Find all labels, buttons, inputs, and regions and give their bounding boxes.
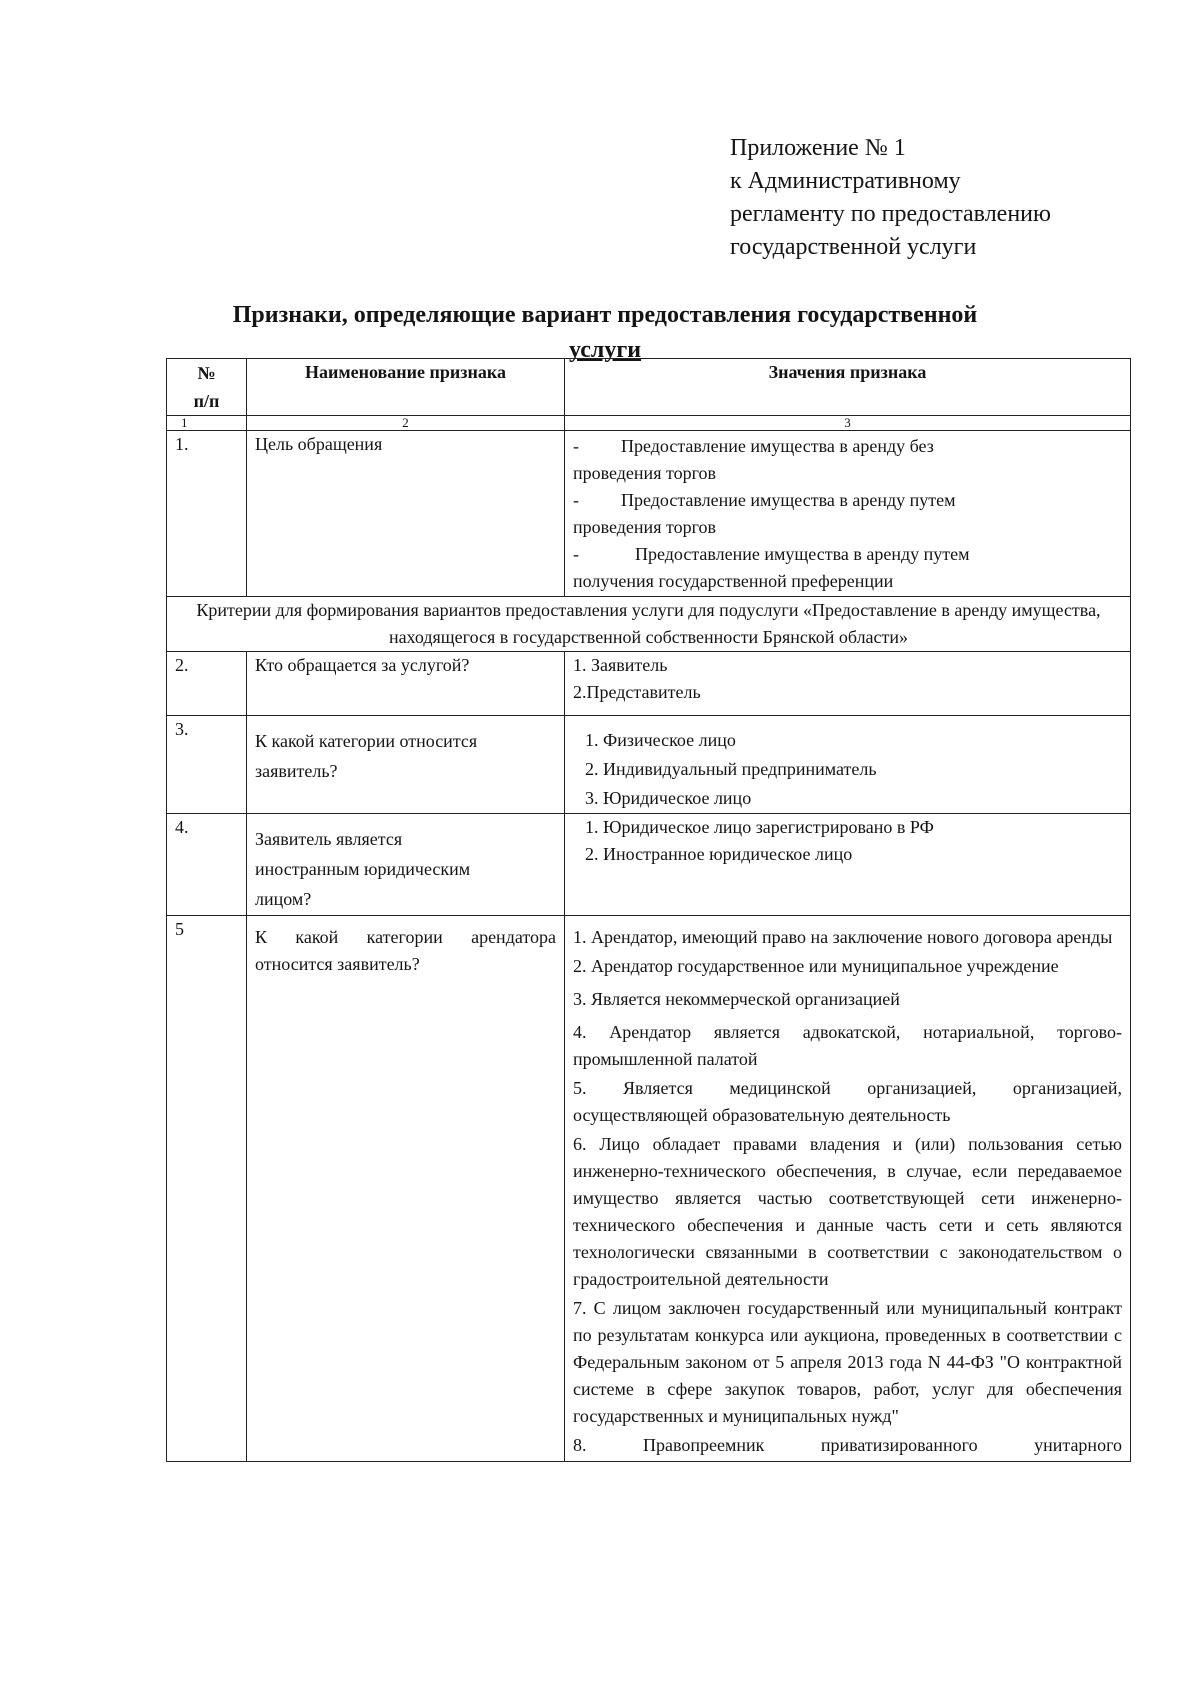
header-number-abbr: п/п — [193, 391, 220, 411]
appendix-line-2: к Административному — [730, 168, 961, 194]
value-3-line-1: Предоставление имущества в аренду путем — [635, 544, 970, 564]
list-item: 8. Правопреемник приватизированного унитарного — [573, 1435, 1122, 1455]
list-item: 7. С лицом заключен государственный или муниципальный контракт по результатам конкурса или аукциона, проведенных в соответствии с Федеральным законом от 5 апреля 2013 года N 44-ФЗ "О контрактной системе в сфере закупок товаров, работ, услуг для обеспечения государственных и муниципальных нужд" — [573, 1298, 1122, 1426]
criterion-name — [247, 716, 565, 814]
list-item: 2. Арендатор государственное или муниципальное учреждение — [573, 956, 1059, 976]
appendix-line-3: регламенту по предоставлению — [730, 201, 1051, 227]
column-number-3: 3 — [565, 416, 1131, 431]
column-number-row — [167, 416, 1131, 431]
criterion-name-line-1: Заявитель является — [255, 829, 403, 849]
column-number-2: 2 — [247, 416, 565, 431]
criterion-name-line-3: лицом? — [255, 889, 312, 909]
table-row — [167, 431, 1131, 597]
list-dash: - — [573, 544, 579, 564]
list-dash: - — [573, 436, 579, 456]
row-number: 2. — [167, 652, 247, 716]
criteria-section-row — [167, 597, 1131, 652]
list-dash: - — [573, 490, 579, 510]
criterion-name: Цель обращения — [247, 431, 565, 597]
header-values: Значения признака — [565, 359, 1131, 416]
row-number: 5 — [167, 916, 247, 1462]
criterion-name: Кто обращается за услугой? — [247, 652, 565, 716]
value-2-line-2: проведения торгов — [573, 517, 717, 537]
table-row — [167, 916, 1131, 1462]
list-item: 3. Является некоммерческой организацией — [573, 989, 900, 1009]
table-header-row — [167, 359, 1131, 416]
criterion-name-line-2: заявитель? — [255, 761, 338, 781]
criterion-name — [247, 814, 565, 916]
criterion-values — [565, 716, 1131, 814]
list-item: 3. Юридическое лицо — [585, 788, 752, 808]
header-name: Наименование признака — [247, 359, 565, 416]
criteria-table — [166, 358, 1131, 1462]
appendix-line-1: Приложение № 1 — [730, 135, 906, 161]
list-item: 1. Юридическое лицо зарегистрировано в РФ — [585, 817, 934, 837]
value-2-line-1: Предоставление имущества в аренду путем — [621, 490, 956, 510]
criterion-values — [565, 916, 1131, 1462]
criteria-section-heading: Критерии для формирования вариантов предоставления услуги для подуслуги «Предоставление в аренду имущества, находящегося в государственной собственности Брянской области» — [167, 597, 1131, 652]
criterion-name-line-1: К какой категории относится — [255, 731, 478, 751]
column-number-1: 1 — [167, 416, 247, 431]
appendix-heading — [730, 132, 1170, 264]
list-item: 6. Лицо обладает правами владения и (или) пользования сетью инженерно-технического обеспечения, в случае, если передаваемое имущество является частью соответствующей сети инженерно-технического обеспечения и данные часть сети и сеть являются технологически связанными в соответствии с законодательством о градостроительной деятельности — [573, 1134, 1122, 1289]
list-item: 4. Арендатор является адвокатской, нотариальной, торгово-промышленной палатой — [573, 1022, 1122, 1069]
header-number — [167, 359, 247, 416]
value-1-line-1: Предоставление имущества в аренду без — [621, 436, 934, 456]
list-item: 1. Заявитель — [573, 655, 668, 675]
list-item: 2. Иностранное юридическое лицо — [585, 844, 853, 864]
list-item: 2. Индивидуальный предприниматель — [585, 759, 877, 779]
list-item: 5. Является медицинской организацией, организацией, осуществляющей образовательную деятельность — [573, 1078, 1122, 1125]
row-number: 1. — [167, 431, 247, 597]
header-number-symbol: № — [197, 363, 216, 383]
row-number: 3. — [167, 716, 247, 814]
table-row — [167, 652, 1131, 716]
criterion-values — [565, 431, 1131, 597]
criterion-values — [565, 652, 1131, 716]
criterion-values — [565, 814, 1131, 916]
list-item: 2.Представитель — [573, 682, 701, 702]
title-line-1: Признаки, определяющие вариант предоставления государственной — [232, 302, 978, 328]
value-3-line-2: получения государственной преференции — [573, 571, 894, 591]
table-row — [167, 716, 1131, 814]
table-row — [167, 814, 1131, 916]
list-item: 1. Физическое лицо — [585, 730, 736, 750]
value-1-line-2: проведения торгов — [573, 463, 717, 483]
list-item: 1. Арендатор, имеющий право на заключение нового договора аренды — [573, 927, 1113, 947]
criterion-name: К какой категории арендатора относится заявитель? — [247, 916, 565, 1462]
row-number: 4. — [167, 814, 247, 916]
appendix-line-4: государственной услуги — [730, 234, 977, 260]
criterion-name-line-2: иностранным юридическим — [255, 859, 471, 879]
title-line-2: услуги — [568, 337, 642, 363]
